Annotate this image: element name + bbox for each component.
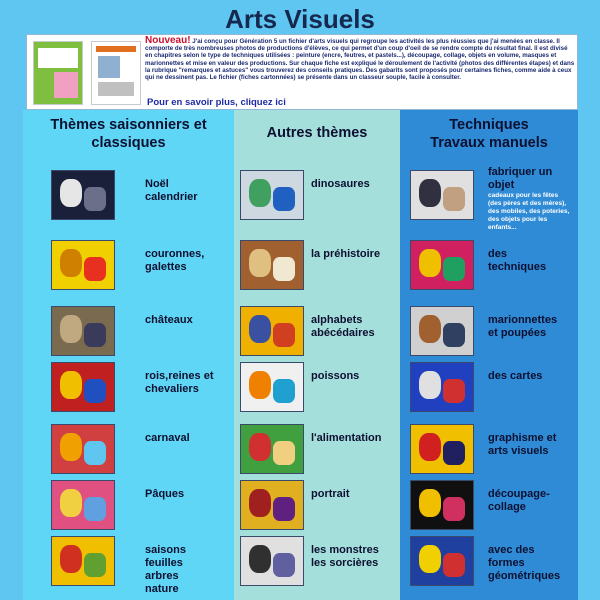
thumbnail-image[interactable] (240, 536, 304, 586)
thumbnail-image[interactable] (51, 536, 115, 586)
menu-item-label[interactable]: des cartes (488, 370, 543, 382)
column-heading: Thèmes saisonniers et classiques (50, 117, 207, 151)
menu-item-label[interactable]: rois,reines et chevaliers (145, 370, 214, 395)
thumbnail-image[interactable] (240, 170, 304, 220)
book-page-image[interactable] (91, 41, 141, 105)
thumbnail-image[interactable] (410, 424, 474, 474)
nouveau-label: Nouveau! (145, 35, 191, 46)
thumbnail-image[interactable] (240, 240, 304, 290)
menu-item-label[interactable]: Pâques (145, 488, 185, 500)
menu-item-sublabel: cadeaux pour les fêtes (des pères et des mères), des mobiles, des poteries, des objets pour les enfants... (488, 192, 570, 231)
thumbnail-image[interactable] (410, 480, 474, 530)
thumbnail-image[interactable] (410, 362, 474, 412)
intro-description: J'ai conçu pour Génération 5 un fichier d'arts visuels qui regroupe les activités les plus réussies que j'ai menées en classe. Il comporte de très nombreuses photos de productions d'élèves, ce qui permet d'un coup d'oeil de se rendre compte du résultat final. Il est divisé en chapitres selon le type de techniques utilisées : peinture (encre, feutres, et pastels...), découpage, collage, objets en volume, masques et marionnettes et mise en valeur des productions. Sur chaque fiche est expliqué le déroulement de l'activité (photos des différentes étapes) et dans la rubrique "remarques et astuces" vous trouverez des conseils pratiques. Des gabarits sont proposés pour certaines fiches, comme aide à ceux qui ne dessinent pas. Le fichier (fiches cartonnées) se présente dans un classeur souple, facile à consulter. (145, 38, 575, 82)
menu-item-label[interactable]: la préhistoire (311, 248, 381, 260)
thumbnail-image[interactable] (51, 306, 115, 356)
column-other-themes (234, 110, 400, 600)
menu-item-label[interactable]: des techniques (488, 248, 547, 273)
thumbnail-image[interactable] (51, 424, 115, 474)
thumbnail-image[interactable] (410, 536, 474, 586)
thumbnail-image[interactable] (410, 306, 474, 356)
menu-item-label[interactable]: l'alimentation (311, 432, 382, 444)
menu-item-label[interactable]: carnaval (145, 432, 190, 444)
menu-item-label[interactable]: saisons feuilles arbres nature (145, 544, 186, 595)
intro-text (145, 37, 575, 81)
thumbnail-image[interactable] (240, 306, 304, 356)
menu-item-label[interactable]: alphabets abécédaires (311, 314, 375, 339)
intro-box (26, 34, 578, 110)
menu-item-label[interactable]: les monstres les sorcières (311, 544, 379, 569)
menu-item-label[interactable]: poissons (311, 370, 360, 382)
thumbnail-image[interactable] (51, 170, 115, 220)
book-cover-image[interactable] (33, 41, 83, 105)
more-info-link[interactable]: Pour en savoir plus, cliquez ici (147, 97, 286, 108)
column-seasonal-themes (23, 110, 234, 600)
column-heading: Autres thèmes (266, 125, 368, 141)
menu-item-label[interactable]: portrait (311, 488, 350, 500)
thumbnail-image[interactable] (240, 362, 304, 412)
menu-item-label[interactable]: marionnettes et poupées (488, 314, 558, 339)
menu-item-label[interactable]: découpage- collage (488, 488, 550, 513)
thumbnail-image[interactable] (240, 480, 304, 530)
thumbnail-image[interactable] (410, 170, 474, 220)
menu-item-label[interactable]: graphisme et arts visuels (488, 432, 557, 457)
page-title: Arts Visuels (225, 4, 375, 34)
menu-item-label[interactable]: châteaux (145, 314, 193, 326)
thumbnail-image[interactable] (240, 424, 304, 474)
column-heading: Techniques Travaux manuels (430, 117, 548, 151)
thumbnail-image[interactable] (51, 240, 115, 290)
menu-item-label[interactable]: Noël calendrier (145, 178, 198, 203)
menu-item-label[interactable]: fabriquer un objet (488, 166, 553, 191)
thumbnail-image[interactable] (51, 362, 115, 412)
menu-item-label[interactable]: couronnes, galettes (145, 248, 205, 273)
menu-item-label[interactable]: avec des formes géométriques (488, 544, 561, 582)
menu-item-label[interactable]: dinosaures (311, 178, 370, 190)
thumbnail-image[interactable] (51, 480, 115, 530)
column-techniques (400, 110, 578, 600)
thumbnail-image[interactable] (410, 240, 474, 290)
